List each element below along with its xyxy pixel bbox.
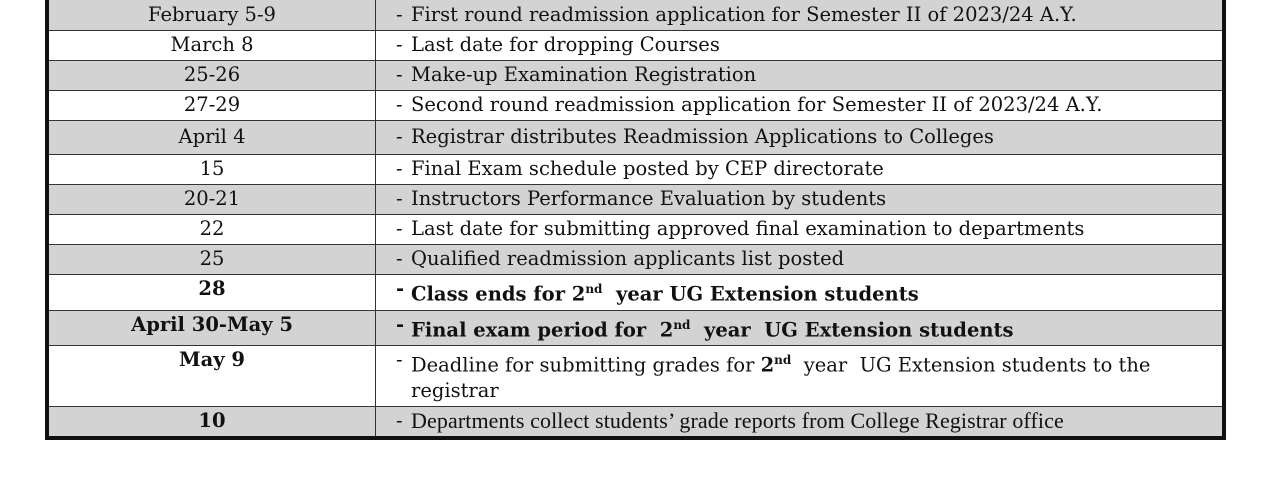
calendar-row [47, 61, 1224, 91]
bullet-dash: - [396, 157, 403, 180]
row-date: 20-21 [47, 185, 376, 215]
row-date: 10 [47, 406, 376, 438]
row-text-part: Deadline for submitting grades for [411, 353, 761, 377]
bullet-dash: - [396, 187, 403, 210]
row-text: Final Exam schedule posted by CEP directorate [411, 157, 884, 180]
calendar-row [47, 346, 1224, 407]
calendar-row [47, 215, 1224, 245]
bullet-dash: - [396, 3, 403, 26]
ordinal-suffix: nd [673, 317, 691, 332]
row-text: Second round readmission application for Semester II of 2023/24 A.Y. [411, 93, 1103, 116]
bullet-dash: - [396, 247, 403, 270]
row-text: Make-up Examination Registration [411, 63, 757, 86]
row-text-bold: 2 [760, 353, 775, 377]
row-description [376, 346, 1225, 407]
bullet-dash: - [396, 277, 405, 300]
calendar-row [47, 185, 1224, 215]
row-date: February 5-9 [47, 0, 376, 31]
row-text: Registrar distributes Readmission Applications to Colleges [411, 125, 994, 148]
row-date: May 9 [47, 346, 376, 407]
calendar-row [47, 275, 1224, 311]
bullet-dash: - [396, 408, 403, 432]
row-text: Instructors Performance Evaluation by students [411, 187, 887, 210]
row-text [411, 277, 1222, 307]
calendar-row [47, 0, 1224, 31]
row-date: 15 [47, 155, 376, 185]
ordinal-suffix: nd [585, 282, 603, 296]
bullet-dash: - [396, 348, 403, 371]
row-text-part: Class ends for 2 [411, 282, 586, 306]
row-date: 28 [47, 275, 376, 311]
calendar-row [47, 245, 1224, 275]
row-date: 25-26 [47, 61, 376, 91]
calendar-row [47, 91, 1224, 121]
calendar-row [47, 310, 1224, 346]
row-text: Last date for dropping Courses [411, 33, 720, 56]
row-description [376, 91, 1225, 121]
bullet-dash: - [396, 217, 403, 240]
calendar-row [47, 121, 1224, 155]
row-description [376, 310, 1225, 346]
row-description [376, 155, 1225, 185]
row-description [376, 185, 1225, 215]
row-text [411, 313, 1222, 343]
row-text-part: Final exam period for 2 [411, 318, 674, 341]
row-text: Departments collect students’ grade reports from College Registrar office [411, 407, 1064, 433]
bullet-dash: - [396, 93, 403, 116]
row-description [376, 245, 1225, 275]
row-text: Last date for submitting approved final examination to departments [411, 217, 1085, 240]
row-description [376, 121, 1225, 155]
row-description [376, 275, 1225, 311]
row-date: 27-29 [47, 91, 376, 121]
row-text: Qualified readmission applicants list posted [411, 247, 845, 270]
row-date: March 8 [47, 31, 376, 61]
ordinal-suffix: nd [774, 353, 792, 367]
calendar-row [47, 31, 1224, 61]
row-date: April 4 [47, 121, 376, 155]
calendar-row [47, 155, 1224, 185]
bullet-dash: - [396, 33, 403, 56]
academic-calendar-table [45, 0, 1226, 440]
row-description [376, 215, 1225, 245]
row-text-part: year UG Extension students [690, 318, 1014, 341]
row-text-part: year UG Extension students to the registrar [411, 353, 1157, 402]
calendar-row [47, 406, 1224, 438]
row-date: 25 [47, 245, 376, 275]
row-date: 22 [47, 215, 376, 245]
row-text: First round readmission application for Semester II of 2023/24 A.Y. [411, 3, 1077, 26]
bullet-dash: - [396, 63, 403, 86]
row-date: April 30-May 5 [47, 310, 376, 346]
row-description [376, 0, 1225, 31]
row-description [376, 406, 1225, 438]
row-description [376, 61, 1225, 91]
row-description [376, 31, 1225, 61]
row-text [411, 348, 1222, 403]
row-text-part: year UG Extension students [602, 282, 919, 306]
bullet-dash: - [396, 312, 405, 336]
bullet-dash: - [396, 125, 403, 148]
